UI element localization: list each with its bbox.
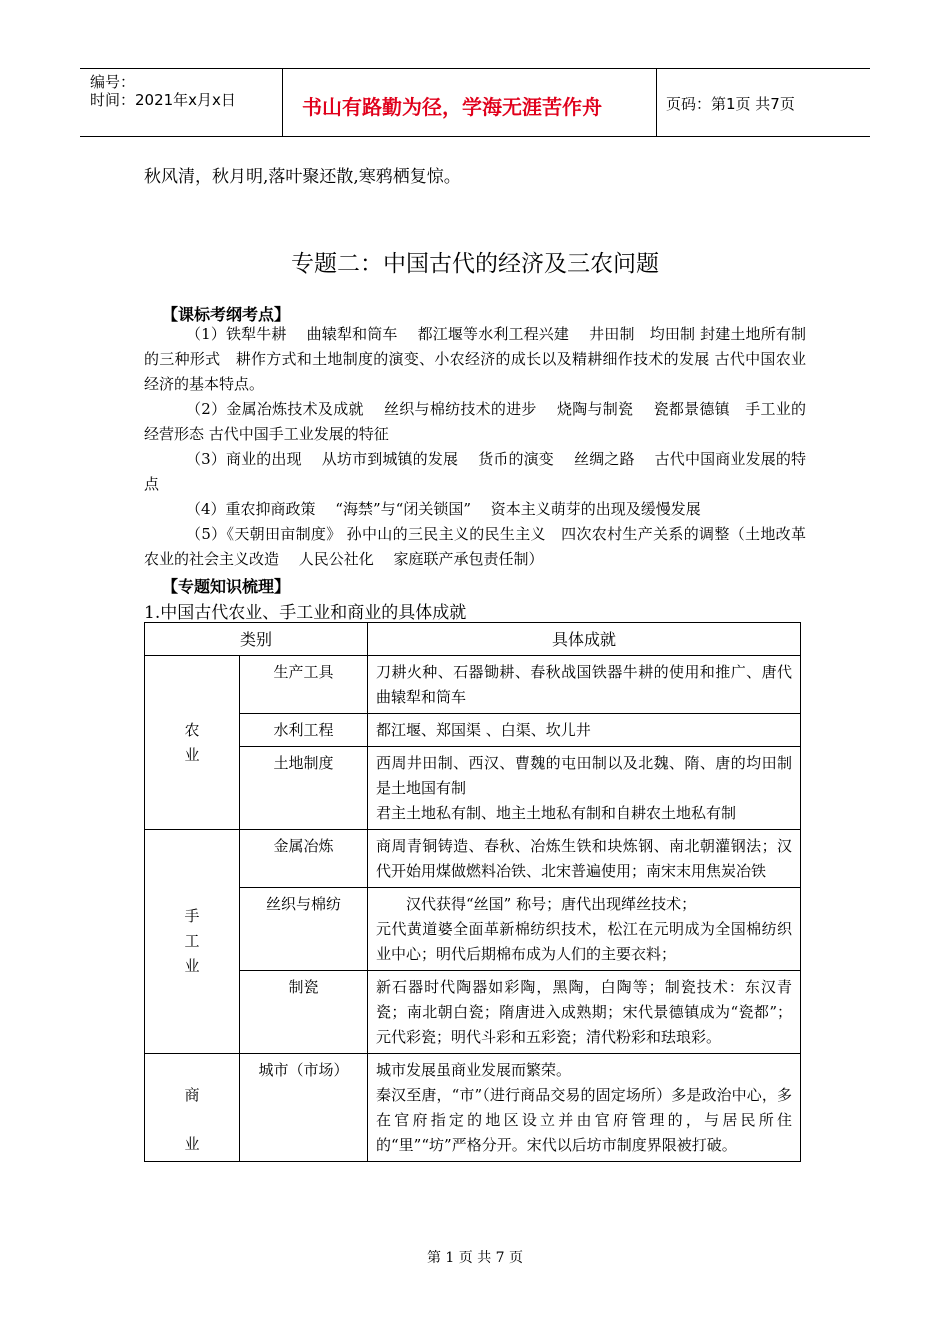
category-handicraft bbox=[145, 830, 240, 1054]
knowledge-subheading: 1.中国古代农业、手工业和商业的具体成就 bbox=[144, 603, 467, 623]
header-divider-left bbox=[282, 68, 283, 136]
row-detail bbox=[368, 888, 801, 971]
row-detail bbox=[368, 714, 801, 747]
row-type: 金属冶炼 bbox=[240, 830, 368, 888]
detail-line: 新石器时代陶器如彩陶，黑陶，白陶等；制瓷技术：东汉青瓷；南北朝白瓷；隋唐进入成熟期；宋代景德镇成为“瓷都”；元代彩瓷；明代斗彩和五彩瓷；清代粉彩和珐琅彩。 bbox=[376, 978, 793, 1046]
row-detail bbox=[368, 1054, 801, 1162]
header-number-label: 编号： bbox=[90, 73, 136, 91]
table-row bbox=[145, 830, 801, 888]
category-char: 业 bbox=[184, 1135, 200, 1153]
row-type: 水利工程 bbox=[240, 714, 368, 747]
category-char: 业 bbox=[184, 745, 200, 764]
header-date-label: 时间：2021年x月x日 bbox=[90, 91, 236, 109]
header-top-rule bbox=[80, 68, 870, 69]
row-detail bbox=[368, 971, 801, 1054]
row-detail bbox=[368, 830, 801, 888]
knowledge-heading: 【专题知识梳理】 bbox=[162, 577, 291, 596]
detail-line: 君主土地私有制、地主土地私有制和自耕农土地私有制 bbox=[376, 804, 737, 822]
achievements-table bbox=[144, 622, 801, 1162]
detail-line: 城市发展虽商业发展而繁荣。 bbox=[376, 1061, 572, 1079]
header-divider-right bbox=[656, 68, 657, 136]
category-char: 商 bbox=[184, 1086, 200, 1104]
detail-line: 汉代获得“丝国” 称号；唐代出现缂丝技术； bbox=[376, 895, 697, 913]
table-row bbox=[145, 747, 801, 830]
row-type: 土地制度 bbox=[240, 747, 368, 830]
category-char: 业 bbox=[184, 957, 200, 975]
detail-line: 元代黄道婆全面革新棉纺织技术，松江在元明成为全国棉纺织业中心；明代后期棉布成为人们的主要衣料； bbox=[376, 920, 793, 963]
category-agriculture bbox=[145, 656, 240, 830]
detail-line: 都江堰、郑国渠 、白渠、坎儿井 bbox=[376, 721, 591, 739]
table-row bbox=[145, 971, 801, 1054]
header-category: 类别 bbox=[145, 623, 368, 656]
outline-item: （2）金属冶炼技术及成就 丝织与棉纺技术的进步 烧陶与制瓷 瓷都景德镇 手工业的经营形态 古代中国手工业发展的特征 bbox=[144, 400, 806, 443]
detail-line: 秦汉至唐，“市”（进行商品交易的固定场所）多是政治中心，多在官府指定的地区设立并由官府管理的，与居民所住的“里”“坊”严格分开。宋代以后坊市制度界限被打破。 bbox=[376, 1086, 793, 1154]
category-char: 手 bbox=[184, 907, 200, 925]
row-type: 制瓷 bbox=[240, 971, 368, 1054]
category-char: 农 bbox=[184, 720, 200, 739]
header-achievement: 具体成就 bbox=[368, 623, 801, 656]
detail-line: 商周青铜铸造、春秋、冶炼生铁和块炼钢、南北朝灌钢法；汉代开始用煤做燃料冶铁、北宋普遍使用；南宋末用焦炭冶铁 bbox=[376, 837, 793, 880]
outline-item: （4）重农抑商政策 “海禁”与“闭关锁国” 资本主义萌芽的出现及缓慢发展 bbox=[186, 500, 701, 518]
row-detail bbox=[368, 656, 801, 714]
poem-line: 秋风清，秋月明,落叶聚还散,寒鸦栖复惊。 bbox=[144, 167, 461, 187]
table-row bbox=[145, 656, 801, 714]
header-page-info: 页码：第1页 共7页 bbox=[666, 95, 795, 113]
table-row bbox=[145, 1054, 801, 1162]
row-detail bbox=[368, 747, 801, 830]
category-commerce bbox=[145, 1054, 240, 1162]
row-type: 丝织与棉纺 bbox=[240, 888, 368, 971]
table-row bbox=[145, 714, 801, 747]
detail-line: 刀耕火种、石器锄耕、春秋战国铁器牛耕的使用和推广、唐代曲辕犁和筒车 bbox=[376, 663, 793, 706]
category-char: 工 bbox=[184, 932, 200, 950]
header-bottom-rule bbox=[80, 136, 870, 137]
table-row bbox=[145, 888, 801, 971]
outline-item: （1）铁犁牛耕 曲辕犁和筒车 都江堰等水利工程兴建 井田制 均田制 封建土地所有制的三种形式 耕作方式和土地制度的演变、小农经济的成长以及精耕细作技术的发展 古代中国农业经济的基本特点。 bbox=[144, 325, 806, 393]
outline-heading: 【课标考纲考点】 bbox=[162, 305, 291, 324]
row-type: 生产工具 bbox=[240, 656, 368, 714]
outline-item: （3）商业的出现 从坊市到城镇的发展 货币的演变 丝绸之路 古代中国商业发展的特点 bbox=[144, 450, 806, 493]
page-title: 专题二：中国古代的经济及三农问题 bbox=[291, 251, 659, 277]
table-header-row bbox=[145, 623, 801, 656]
row-type: 城市（市场） bbox=[240, 1054, 368, 1162]
detail-line: 西周井田制、西汉、曹魏的屯田制以及北魏、隋、唐的均田制是土地国有制 bbox=[376, 754, 793, 797]
outline-item: （5）《天朝田亩制度》 孙中山的三民主义的民生主义 四次农村生产关系的调整（土地改革 农业的社会主义改造 人民公社化 家庭联产承包责任制） bbox=[144, 525, 822, 568]
header-motto: 书山有路勤为径，学海无涯苦作舟 bbox=[302, 95, 602, 119]
page-footer: 第 1 页 共 7 页 bbox=[426, 1250, 524, 1266]
outline-list bbox=[144, 322, 822, 572]
